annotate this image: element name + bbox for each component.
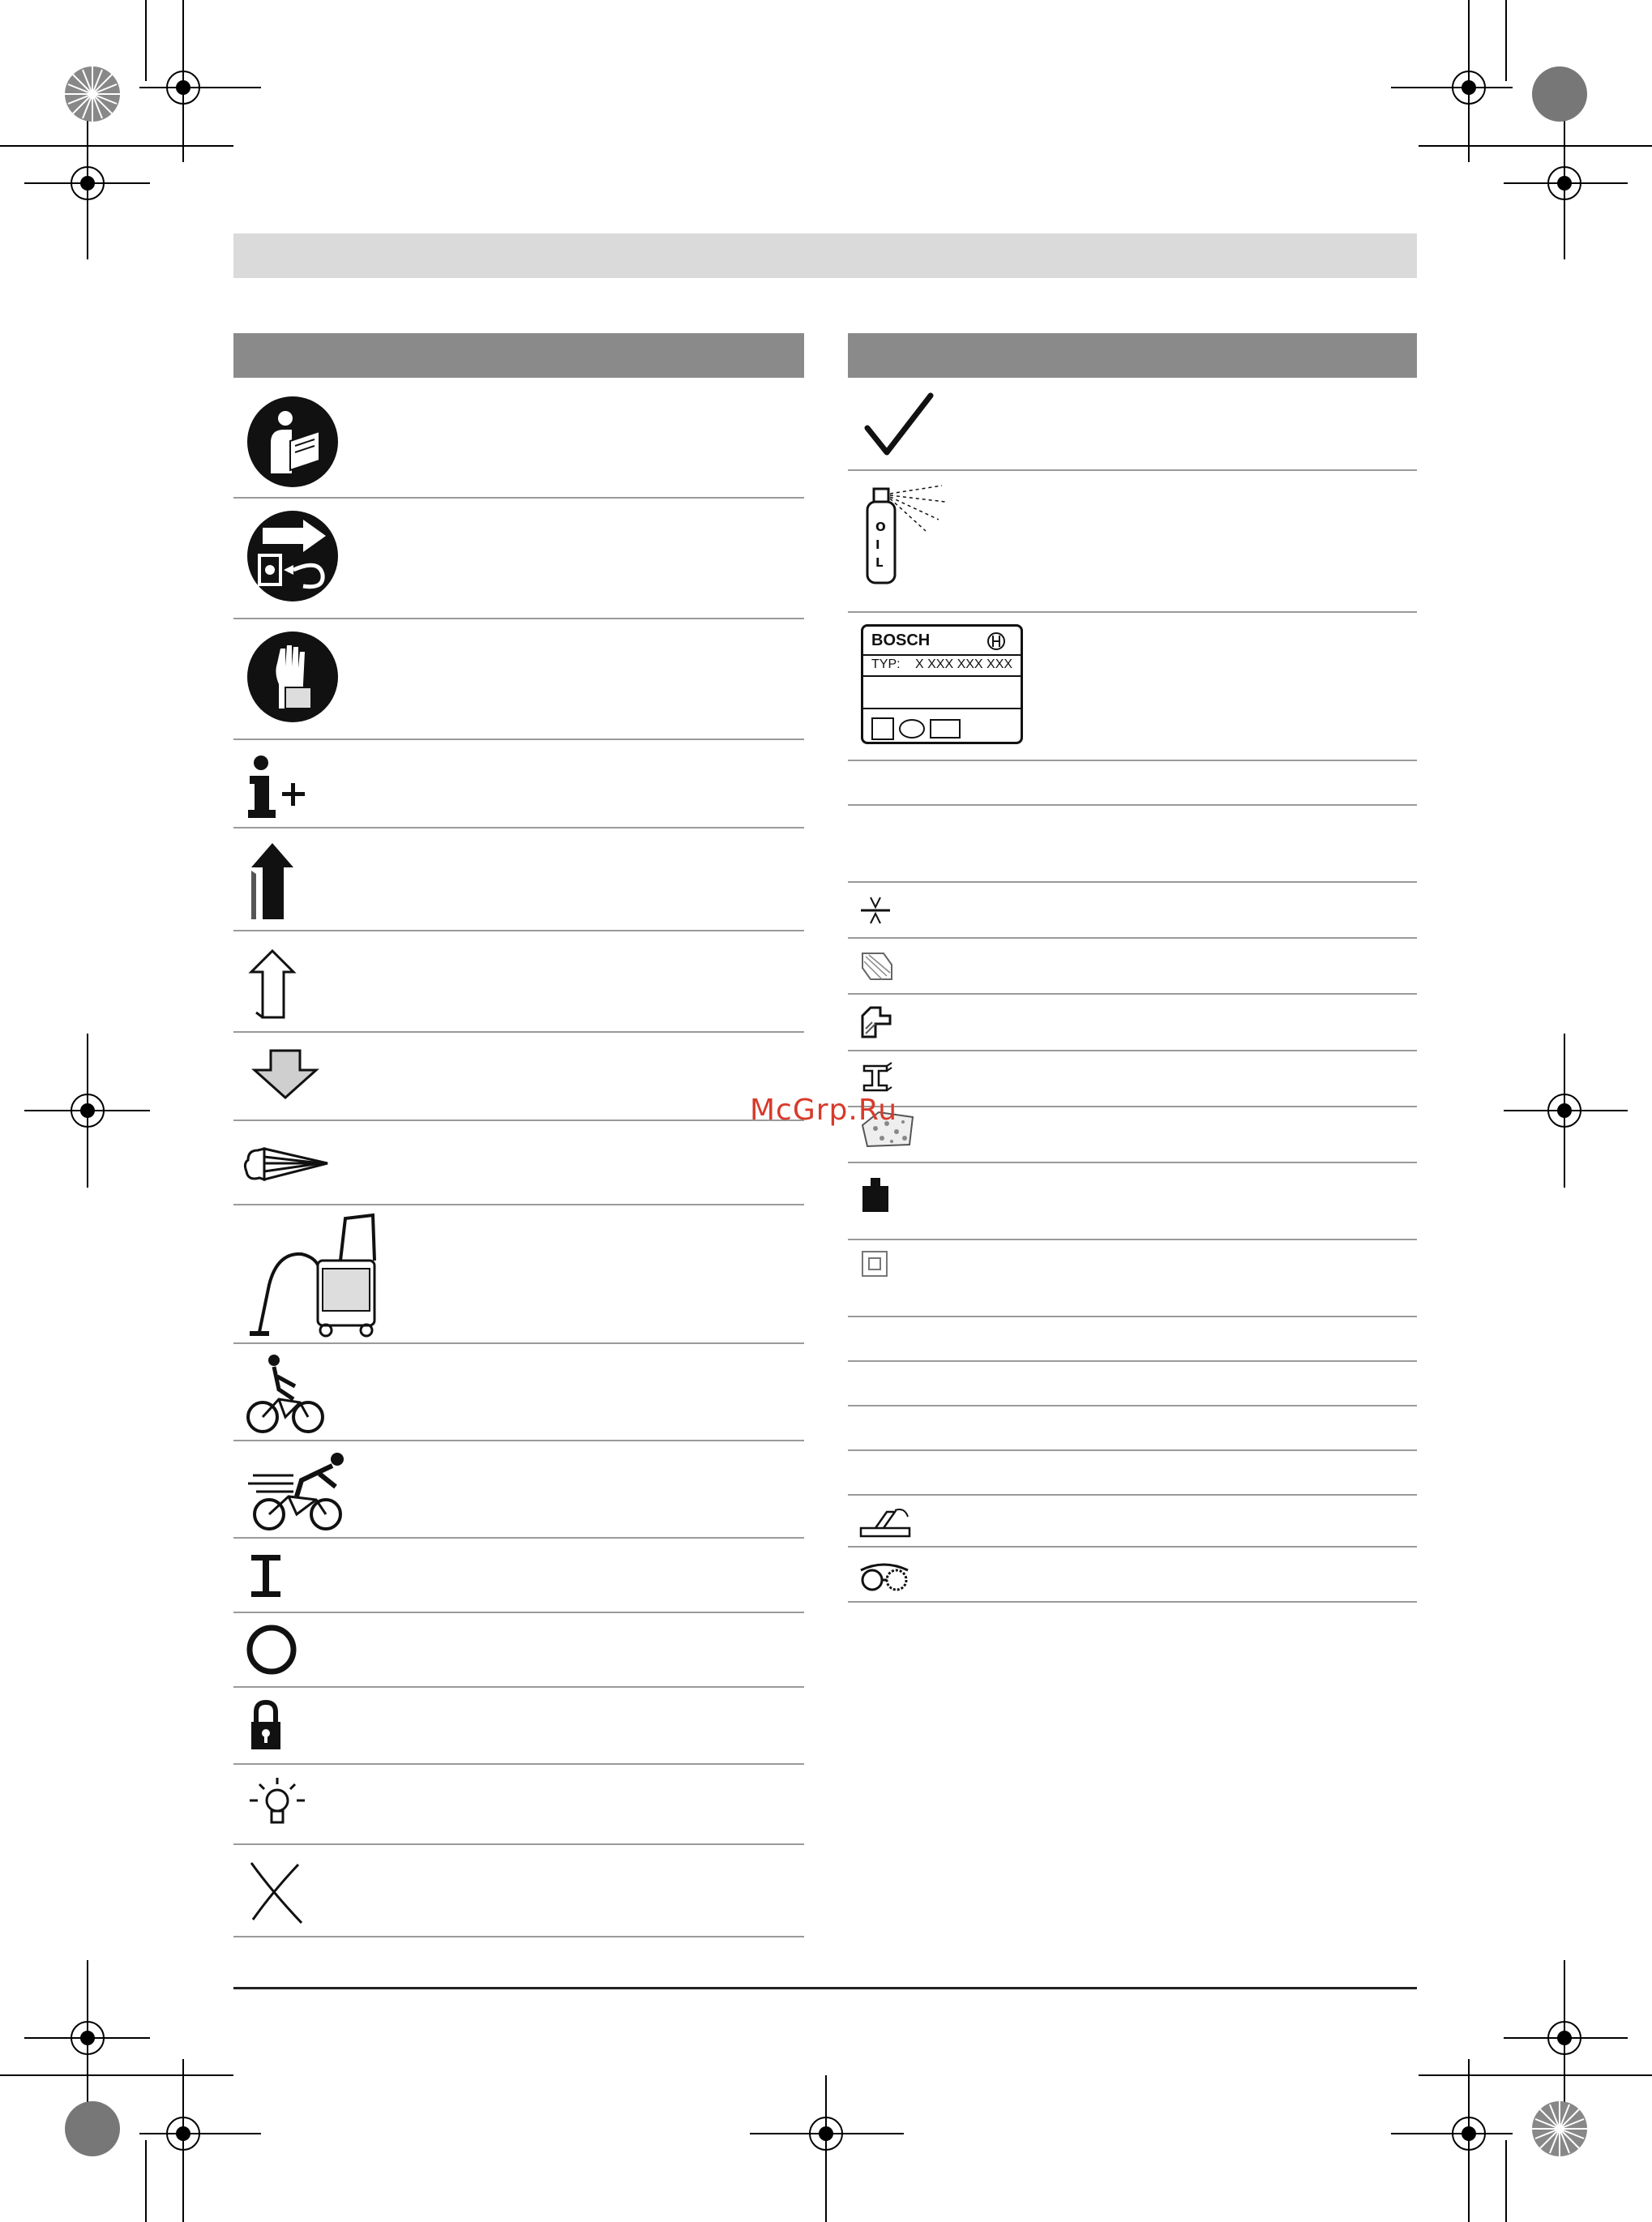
oil-label: OIL	[875, 520, 886, 570]
cross-icon	[248, 1860, 305, 1924]
table-row	[233, 1613, 804, 1688]
nameplate-type-label: TYP:	[871, 657, 901, 671]
table-row	[848, 1496, 1417, 1548]
slow-cyclist-icon	[246, 1354, 327, 1435]
table-row	[848, 761, 1417, 806]
unplug-before-work-icon	[246, 510, 339, 602]
lamp-icon	[245, 1776, 310, 1833]
table-row	[848, 1051, 1417, 1107]
protection-class-icon	[861, 1250, 888, 1278]
table-row	[233, 499, 804, 619]
table-row	[233, 378, 804, 499]
nameplate-type-number: X XXX XXX XXX	[915, 657, 1013, 671]
outline-arrow-up-icon	[248, 948, 297, 1021]
steel-beam-icon	[859, 1060, 895, 1095]
right-column-header	[848, 333, 1417, 378]
table-row	[233, 1344, 804, 1441]
solid-arrow-up-icon	[248, 841, 297, 923]
table-row	[233, 619, 804, 740]
bevel-cut-icon	[859, 1504, 913, 1539]
read-manual-icon	[246, 396, 339, 488]
wood-icon	[859, 948, 895, 984]
table-row	[848, 1406, 1417, 1451]
table-row	[848, 995, 1417, 1051]
table-row	[233, 1033, 804, 1121]
table-row	[848, 939, 1417, 995]
table-row	[233, 740, 804, 828]
metal-profile-icon	[859, 1004, 895, 1040]
table-row	[848, 1107, 1417, 1163]
table-row	[233, 1121, 804, 1205]
blow-out-dust-icon	[243, 1139, 332, 1188]
cutting-depth-icon	[859, 894, 892, 927]
table-row	[848, 1548, 1417, 1603]
table-row	[233, 931, 804, 1033]
table-row	[848, 1240, 1417, 1317]
table-row	[848, 1317, 1417, 1362]
table-row	[233, 1539, 804, 1613]
checkmark-icon	[864, 392, 934, 457]
table-row	[848, 471, 1417, 613]
table-row	[848, 1362, 1417, 1406]
table-row	[848, 1451, 1417, 1496]
additional-info-icon	[245, 755, 318, 820]
table-row	[233, 828, 804, 931]
bosch-logo-icon	[986, 631, 1006, 651]
weight-icon	[859, 1176, 892, 1215]
table-row	[233, 1688, 804, 1765]
watermark: McGrp.Ru	[750, 1094, 898, 1127]
table-row	[233, 1765, 804, 1845]
footer-rule	[233, 1987, 1417, 1989]
wear-gloves-icon	[246, 631, 339, 723]
arrow-down-icon	[251, 1049, 319, 1099]
nameplate-brand: BOSCH	[871, 631, 931, 649]
fast-cyclist-icon	[245, 1451, 350, 1532]
table-row	[848, 613, 1417, 761]
left-column-header	[233, 333, 804, 378]
eye-protection-icon	[858, 1557, 911, 1593]
nameplate-icon	[861, 624, 1023, 744]
switch-on-icon	[248, 1552, 284, 1600]
switch-off-icon	[245, 1623, 298, 1676]
page-header-bar	[233, 233, 1417, 278]
table-row	[233, 1441, 804, 1539]
oil-spray-icon	[861, 482, 950, 588]
table-row	[848, 1163, 1417, 1240]
lock-icon	[248, 1699, 284, 1753]
table-row	[233, 1205, 804, 1344]
table-row	[233, 1845, 804, 1937]
table-row	[848, 806, 1417, 883]
table-row	[848, 378, 1417, 471]
dust-extractor-icon	[245, 1212, 383, 1342]
table-row	[848, 883, 1417, 939]
